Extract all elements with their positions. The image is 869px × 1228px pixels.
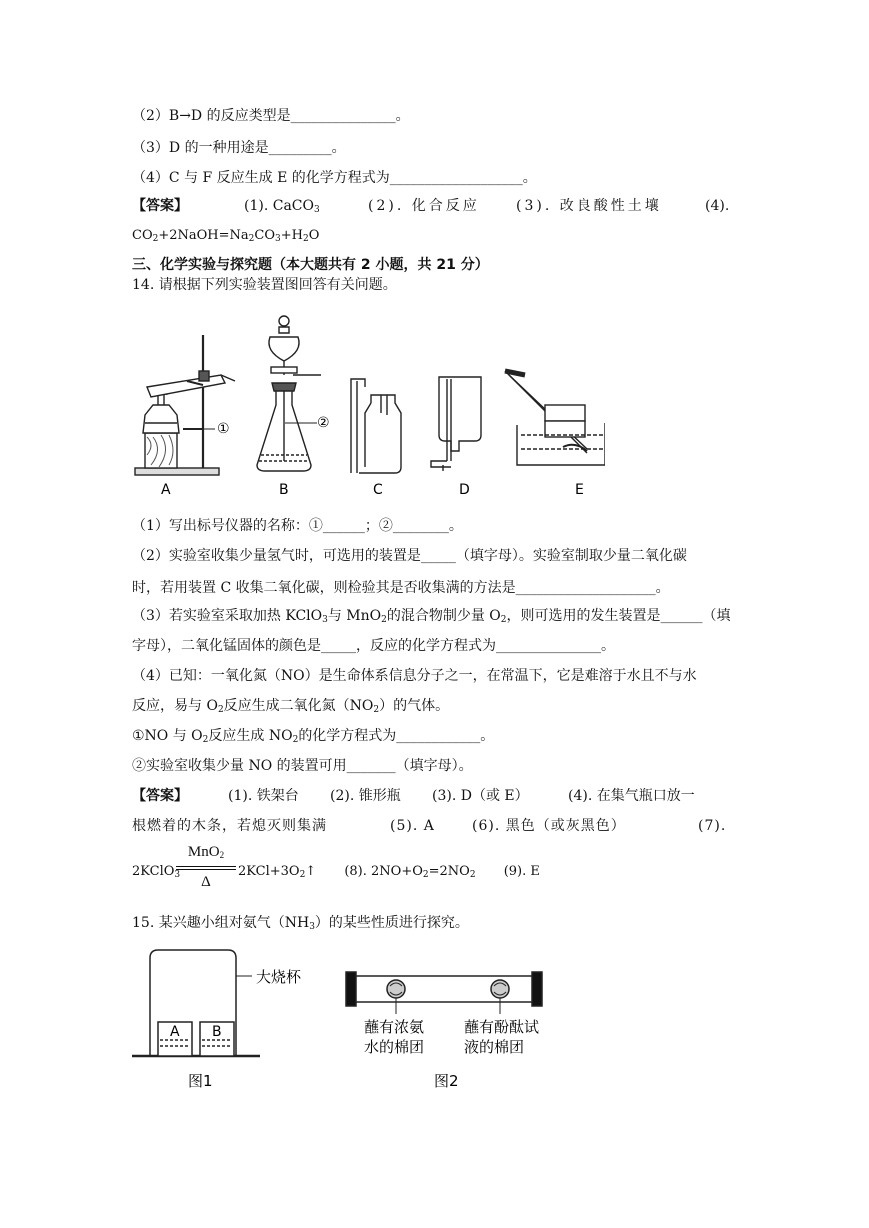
q14-line-3b: 字母），二氧化锰固体的颜色是_____，反应的化学方程式为_______________。 (132, 638, 615, 654)
fig2-right-label-1: 蘸有酚酞试 (464, 1018, 540, 1036)
fig1-label-a: A (170, 1024, 180, 1040)
q14-line-6: ②实验室收集少量 NO 的装置可用_______（填字母）。 (132, 758, 473, 774)
equation-catalyst: MnO$_2$ (187, 844, 225, 860)
fig2-right-label-2: 液的棉团 (464, 1038, 525, 1056)
fig2-left-label-1: 蘸有浓氨 (364, 1018, 425, 1036)
fig1-beaker-label: 大烧杯 (256, 968, 302, 986)
apparatus-c (351, 379, 401, 473)
label-b: B (279, 482, 289, 498)
q14-line-2a: （2）实验室收集少量氢气时，可选用的装置是_____（填字母）。实验室制取少量二氧化碳 (132, 548, 687, 564)
q14-answer-5: (5). A (390, 818, 435, 834)
equation-bar-top (176, 866, 236, 867)
label-e: E (575, 482, 584, 498)
label-d: D (459, 482, 470, 498)
q14-answer-8: (8). $2NO+O_2=2NO_2$ (344, 864, 476, 880)
q14-answer-4: (4). 在集气瓶口放一 (568, 788, 695, 804)
q13-equation: $CO_2+2NaOH=Na_2CO_3+H_2O$ (132, 228, 320, 244)
q14-intro: 14. 请根据下列实验装置图回答有关问题。 (132, 277, 397, 293)
equation-heat: Δ (201, 874, 211, 890)
stopper-right (532, 972, 542, 1006)
q13-line-2: （2）B→D 的反应类型是_______________。 (132, 108, 410, 124)
apparatus-d (431, 377, 481, 471)
q15-intro: 15. 某兴趣小组对氨气$(NH_3)$的某些性质进行探究。 (132, 915, 469, 932)
q14-line-4a: （4）已知：一氧化氮（NO）是生命体系信息分子之一，在常温下，它是难溶于水且不与水 (132, 668, 697, 684)
answer-1: (1). CaCO$_3$ (244, 198, 320, 215)
lab-apparatus-figure (125, 305, 605, 500)
apparatus-a (135, 335, 235, 475)
q14-answer-6: (6). 黑色（或灰黑色） (472, 818, 626, 834)
apparatus-e (505, 371, 605, 465)
fig2-left-label-2: 水的棉团 (364, 1038, 425, 1056)
label-c: C (373, 482, 383, 498)
fig1-caption: 图1 (188, 1072, 213, 1090)
figure-2 (340, 960, 560, 1100)
fig2-caption: 图2 (434, 1072, 459, 1090)
q14-line-5: ①NO 与 $O_2$反应生成 $NO_2$的化学方程式为____________。 (132, 728, 495, 745)
glass-tube (350, 976, 538, 1002)
q13-line-3: （3）D 的一种用途是_________。 (132, 140, 346, 156)
equation-right: $2KCl+3O_2↑$ (8). $2NO+O_2=2NO_2$ (9). E (238, 864, 540, 880)
marker-1: ① (217, 421, 230, 437)
q14-line-4b: 反应，易与 $O_2$反应生成二氧化氮$(NO_2)$的气体。 (132, 698, 450, 715)
q13-line-4: （4）C 与 F 反应生成 E 的化学方程式为___________________。 (132, 170, 537, 186)
answer-4: (4). (705, 198, 730, 214)
answer-label: 【答案】 (132, 788, 188, 804)
label-a: A (161, 482, 171, 498)
phenolphthalein-cotton-icon (491, 980, 509, 998)
q14-answer-row-1 (132, 786, 695, 806)
q14-line-3a: （3）若实验室采取加热 KClO$_3$与 MnO$_2$的混合物制少量 $O_2$，则可选用的发生装置是______（填 (132, 608, 731, 625)
equation-left: 2KClO$_3$ (132, 864, 181, 880)
q14-answer-2: (2). 锥形瓶 (330, 788, 401, 804)
section-title: 三、化学实验与探究题（本大题共有 2 小题，共 21 分） (132, 257, 489, 273)
q14-answer-row-2: 根燃着的木条，若熄灭则集满 (5). A (6). 黑色（或灰黑色） (7). (132, 818, 727, 834)
answer-2: (2). 化合反应 (368, 198, 480, 214)
stopper-left (346, 972, 356, 1006)
answer-label: 【答案】 (132, 198, 188, 214)
q14-equation-row (132, 862, 180, 882)
marker-2: ② (317, 415, 330, 431)
q14-answer-9: (9). E (503, 864, 540, 879)
q13-answer-row (132, 196, 730, 216)
figure-1 (128, 946, 328, 1096)
q14-answer-7: (7). (698, 818, 727, 834)
q14-line-2b: 时，若用装置 C 收集二氧化碳，则检验其是否收集满的方法是____________________。 (132, 580, 670, 596)
fig1-label-b: B (212, 1024, 222, 1040)
ammonia-cotton-icon (387, 980, 405, 998)
q14-answer-3: (3). D（或 E） (432, 788, 529, 804)
q14-line-1: （1）写出标号仪器的名称：①______；②________。 (132, 518, 463, 534)
q14-answer-1: (1). 铁架台 (228, 788, 299, 804)
apparatus-b (257, 316, 321, 471)
equation-bar-bottom (176, 869, 236, 870)
answer-3: (3). 改良酸性土壤 (516, 198, 662, 214)
